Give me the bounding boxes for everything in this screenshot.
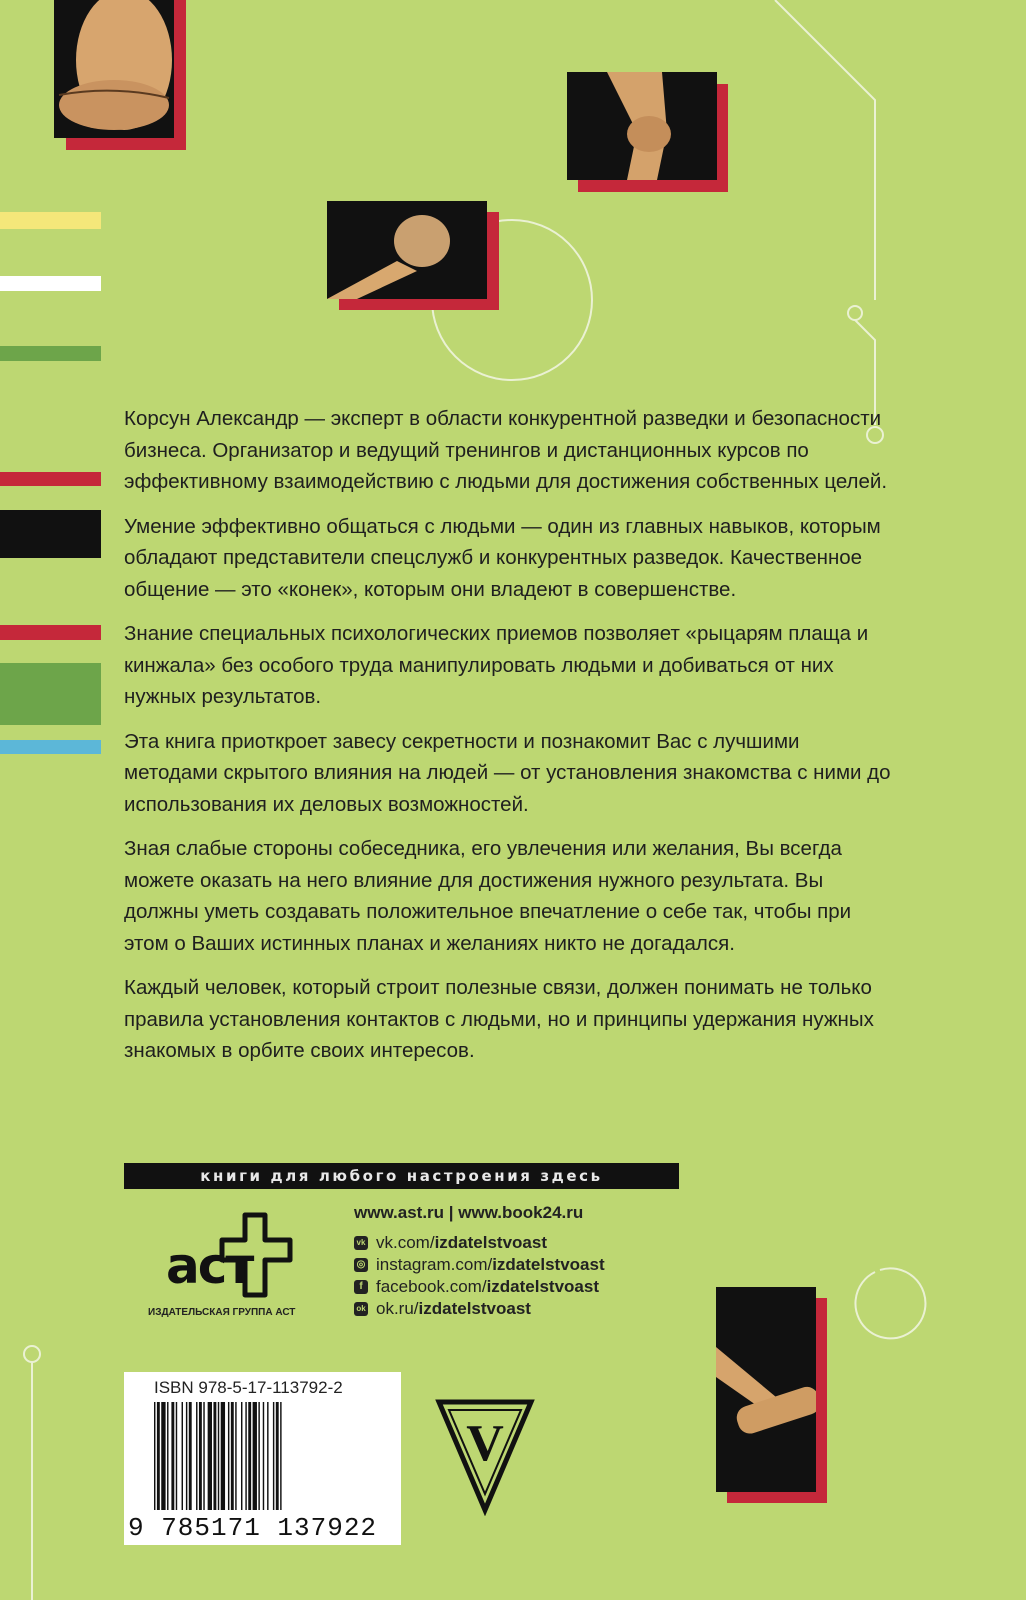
tagline-banner: книги для любого настроения здесь	[124, 1163, 679, 1189]
facebook-icon: f	[354, 1280, 368, 1294]
v-imprint-logo	[435, 1398, 535, 1516]
vk-icon: vk	[354, 1236, 368, 1250]
social-link-instagram[interactable]: ◎ instagram.com/ izdatelstvoast	[354, 1254, 605, 1276]
ast-logo-text: аст	[166, 1237, 253, 1295]
paragraph: Зная слабые стороны собеседника, его увлечения или желания, Вы всегда можете оказать на него влияние для достижения нужного результата. Вы должны уметь создавать положительное впечатление о себе так, чтобы при этом о Ваших истинных планах и желаниях никто не догадался.	[124, 837, 852, 955]
instagram-icon: ◎	[354, 1258, 368, 1272]
description-text	[124, 403, 894, 1080]
publisher-caption: ИЗДАТЕЛЬСКАЯ ГРУППА АСТ	[148, 1307, 296, 1318]
paragraph: Корсун Александр — эксперт в области конкурентной разведки и безопасности бизнеса. Организатор и ведущий тренингов и дистанционных курсов по эффективному взаимодействию с людьми для достижения собственных целей.	[124, 407, 888, 493]
isbn-label: ISBN 978-5-17-113792-2	[154, 1378, 343, 1397]
barcode	[154, 1402, 394, 1510]
isbn-barcode	[124, 1372, 401, 1545]
mannequin-photo-2	[567, 72, 717, 180]
paragraph: Каждый человек, который строит полезные связи, должен понимать не только правила установления контактов с людьми, но и принципы удержания нужных знакомых в орбите своих интересов.	[124, 976, 874, 1062]
mannequin-photo-4	[716, 1287, 816, 1492]
social-link-vk[interactable]: vk vk.com/ izdatelstvoast	[354, 1232, 605, 1254]
publisher-links	[354, 1203, 605, 1320]
paragraph: Умение эффективно общаться с людьми — один из главных навыков, которым обладают представители спецслужб и конкурентных разведок. Качественное общение — это «конек», которым они владеют в совершенстве.	[124, 514, 881, 601]
mannequin-photo-1	[54, 0, 174, 138]
mannequin-photo-3	[327, 201, 487, 299]
social-link-facebook[interactable]: f facebook.com/ izdatelstvoast	[354, 1276, 605, 1298]
paragraph: Эта книга приоткроет завесу секретности и познакомит Вас с лучшими методами скрытого влияния на людей — от установления знакомства с ними до использования их деловых возможностей.	[124, 729, 891, 816]
social-link-ok[interactable]: ok ok.ru/ izdatelstvoast	[354, 1298, 605, 1320]
ast-logo	[148, 1205, 335, 1325]
ok-icon: ok	[354, 1302, 368, 1316]
isbn-digits: 9 785171 137922	[128, 1513, 378, 1543]
v-letter: V	[466, 1415, 504, 1472]
paragraph: Знание специальных психологических приемов позволяет «рыцарям плаща и кинжала» без особого труда манипулировать людьми и добиваться от них нужных результатов.	[124, 622, 869, 708]
website-links[interactable]: www.ast.ru | www.book24.ru	[354, 1203, 584, 1222]
